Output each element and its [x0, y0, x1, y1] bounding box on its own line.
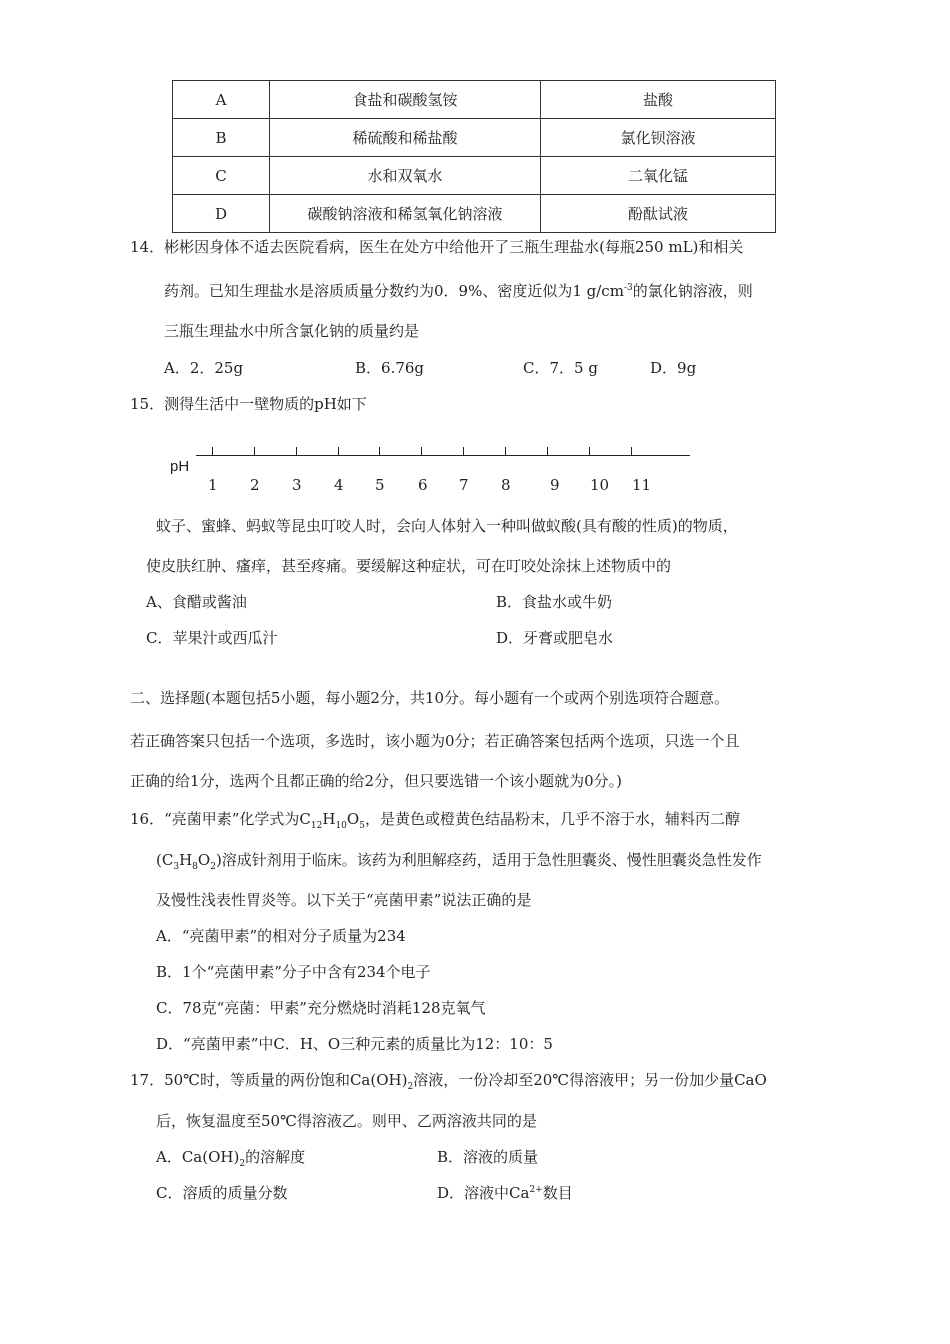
table-row	[173, 119, 776, 157]
option-table	[172, 80, 776, 233]
formula-sub: 5	[359, 821, 365, 831]
mixture-cell: 碳酸钠溶液和稀氢氧化钠溶液	[270, 195, 541, 233]
q16-line1-tail: ，是黄色或橙黄色结晶粉末，几乎不溶于水，辅料丙二醇	[364, 810, 740, 828]
table-row	[173, 81, 776, 119]
q14-line2-text: 药剂。已知生理盐水是溶质质量分数约为0．9%、密度近似为1 g/cm	[164, 282, 624, 300]
ph-scale-line	[196, 455, 690, 456]
formula-sub: 3	[173, 862, 180, 872]
section2-line2: 若正确答案只包括一个选项，多选时，该小题为0分；若正确答案包括两个选项，只选一个且	[130, 732, 740, 750]
formula-sub: 10	[335, 821, 347, 831]
q16-line2-tail: )溶成针剂用于临床。该药为利胆解痉药，适用于急性胆囊炎、慢性胆囊炎急性发作	[215, 851, 762, 869]
row-label: C	[173, 157, 270, 195]
ph-number: 5	[375, 476, 385, 494]
ph-tick	[589, 447, 590, 456]
reagent-cell: 盐酸	[541, 81, 776, 119]
q17-option-d	[437, 1182, 573, 1203]
q17-option-a-tail: 的溶解度	[245, 1148, 306, 1166]
q14-line1: 14．彬彬因身体不适去医院看病，医生在处方中给他开了三瓶生理盐水(每瓶250 mL)和相关	[130, 238, 744, 256]
ph-tick	[505, 447, 506, 456]
ph-number: 10	[590, 476, 610, 494]
row-label: D	[173, 195, 270, 233]
formula-element: O	[197, 851, 211, 869]
q17-line2: 后，恢复温度至50℃得溶液乙。则甲、乙两溶液共同的是	[156, 1112, 537, 1130]
ph-tick	[338, 447, 339, 456]
q17-option-d-tail: 数目	[542, 1184, 573, 1202]
mixture-cell: 水和双氧水	[270, 157, 541, 195]
ph-tick	[296, 447, 297, 456]
formula-element: O	[346, 810, 360, 828]
ph-number: 6	[418, 476, 428, 494]
q14-line2	[164, 280, 753, 301]
row-label: B	[173, 119, 270, 157]
q15-option-a: A、食醋或酱油	[146, 593, 247, 611]
ion-charge: 2+	[529, 1185, 543, 1195]
q17-option-b: B．溶液的质量	[437, 1148, 539, 1166]
ph-tick	[212, 447, 213, 456]
q15-option-d: D．牙膏或肥皂水	[496, 629, 614, 647]
ph-tick	[379, 447, 380, 456]
table-row	[173, 157, 776, 195]
ph-number: 2	[250, 476, 260, 494]
ph-number: 11	[632, 476, 652, 494]
q16-line3: 及慢性浅表性胃炎等。以下关于“亮菌甲素”说法正确的是	[156, 891, 532, 909]
formula-element: H	[179, 851, 193, 869]
q17-option-c: C．溶质的质量分数	[156, 1184, 288, 1202]
formula-sub: 8	[192, 862, 198, 872]
q17-line1-tail: 溶液，一份冷却至20℃得溶液甲；另一份加少量CaO	[413, 1071, 767, 1089]
ph-number: 3	[292, 476, 302, 494]
ph-number: 1	[208, 476, 218, 494]
q15-line1: 蚊子、蜜蜂、蚂蚁等昆虫叮咬人时，会向人体射入一种叫做蚁酸(具有酸的性质)的物质，	[156, 517, 738, 535]
q17-option-a-text: A．Ca(OH)	[156, 1148, 240, 1166]
mixture-cell: 稀硫酸和稀盐酸	[270, 119, 541, 157]
ph-number: 7	[459, 476, 469, 494]
ph-tick	[631, 447, 632, 456]
q17-option-a	[156, 1146, 305, 1169]
row-label: A	[173, 81, 270, 119]
q14-option-d: D．9g	[650, 359, 697, 377]
q16-line1-text: 16．“亮菌甲素”化学式为C	[130, 810, 311, 828]
reagent-cell: 二氧化锰	[541, 157, 776, 195]
formula-element: H	[322, 810, 336, 828]
q16-option-c: C．78克“亮菌：甲素”充分燃烧时消耗128克氧气	[156, 999, 486, 1017]
q16-option-b: B．1个“亮菌甲素”分子中含有234个电子	[156, 963, 431, 981]
q16-option-d: D．“亮菌甲素”中C．H、O三种元素的质量比为12：10：5	[156, 1035, 553, 1053]
ph-tick	[463, 447, 464, 456]
ph-number: 9	[550, 476, 560, 494]
q16-option-a: A．“亮菌甲素”的相对分子质量为234	[156, 927, 406, 945]
q16-line1	[130, 808, 740, 831]
q17-line1-text: 17．50℃时，等质量的两份饱和Ca(OH)	[130, 1071, 408, 1089]
ph-scale-label: pH	[170, 458, 190, 475]
section2-line1: 二、选择题(本题包括5小题，每小题2分，共10分。每小题有一个或两个别选项符合题意。	[130, 689, 730, 707]
q14-line2-tail: 的氯化钠溶液，则	[632, 282, 753, 300]
reagent-cell: 氯化钡溶液	[541, 119, 776, 157]
ph-tick	[421, 447, 422, 456]
reagent-cell: 酚酞试液	[541, 195, 776, 233]
q14-option-a: A．2．25g	[164, 359, 244, 377]
ph-tick	[254, 447, 255, 456]
section2-line3: 正确的给1分，选两个且都正确的给2分，但只要选错一个该小题就为0分。)	[130, 772, 622, 790]
q17-line1	[130, 1069, 767, 1092]
table-row	[173, 195, 776, 233]
ph-tick	[547, 447, 548, 456]
q15-line2: 使皮肤红肿、瘙痒，甚至疼痛。要缓解这种症状，可在叮咬处涂抹上述物质中的	[146, 557, 672, 575]
ph-number: 4	[334, 476, 344, 494]
q14-option-b: B．6.76g	[355, 359, 425, 377]
ph-number: 8	[501, 476, 511, 494]
q14-exponent: -3	[623, 283, 633, 293]
formula-sub: 2	[407, 1082, 414, 1092]
q15-option-b: B．食盐水或牛奶	[496, 593, 613, 611]
q15-stem: 15．测得生活中一壁物质的pH如下	[130, 395, 367, 413]
q15-option-c: C．苹果汁或西瓜汁	[146, 629, 278, 647]
formula-sub: 2	[210, 862, 216, 872]
q14-option-c: C．7．5 g	[523, 359, 598, 377]
mixture-cell: 食盐和碳酸氢铵	[270, 81, 541, 119]
formula-sub: 2	[239, 1159, 246, 1169]
q16-line2	[156, 849, 762, 872]
q17-option-d-text: D．溶液中Ca	[437, 1184, 530, 1202]
q16-line2-text: (C	[156, 851, 174, 869]
q14-line3: 三瓶生理盐水中所含氯化钠的质量约是	[164, 322, 420, 340]
formula-sub: 12	[310, 821, 323, 831]
